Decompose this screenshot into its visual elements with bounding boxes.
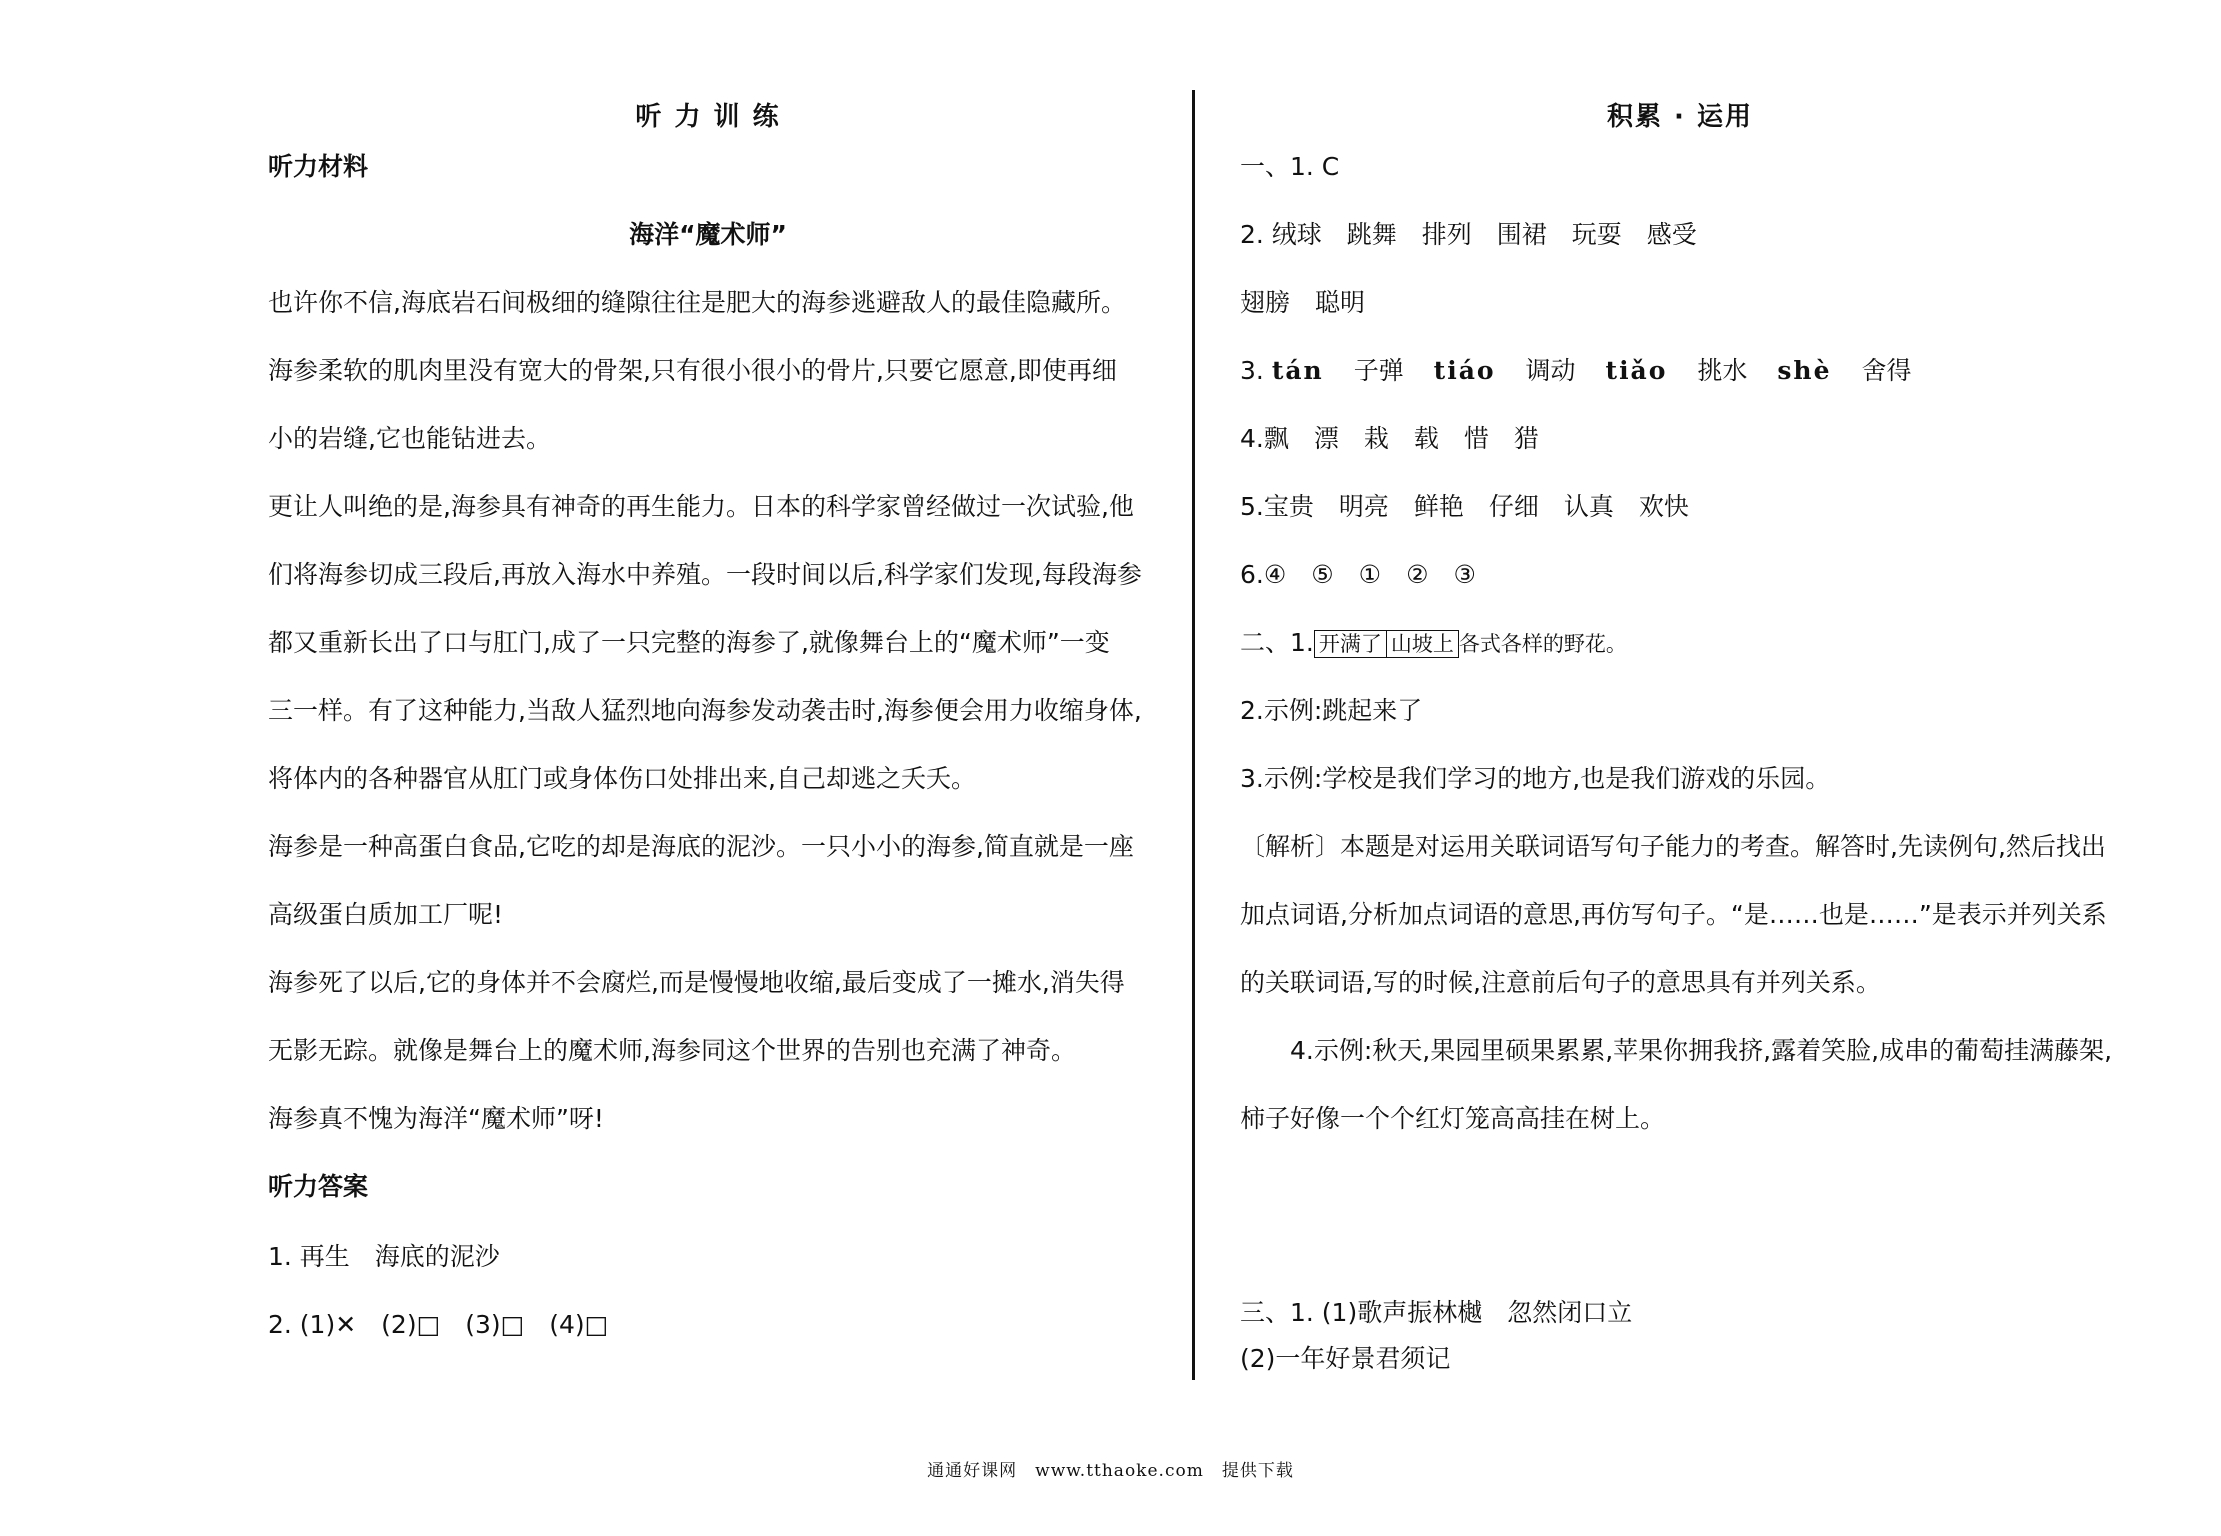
boxed-word: 开满了 xyxy=(1314,630,1387,658)
word: 调动 xyxy=(1525,356,1576,385)
word: 挑水 xyxy=(1697,356,1748,385)
paragraph-line: 无影无踪。就像是舞台上的魔术师,海参同这个世界的告别也充满了神奇。 xyxy=(268,1036,1076,1065)
q2-item-1-suffix: 各式各样的野花。 xyxy=(1458,632,1627,656)
column-divider xyxy=(1192,90,1195,1380)
q1-item-4: 4.飘 漂 栽 载 惜 猎 xyxy=(1240,424,1539,453)
q2-item-3: 3.示例:学校是我们学习的地方,也是我们游戏的乐园。 xyxy=(1240,764,1831,793)
q1-item-3 xyxy=(1240,354,1912,388)
q2-item-2: 2.示例:跳起来了 xyxy=(1240,696,1423,725)
paragraph-line: 高级蛋白质加工厂呢! xyxy=(268,900,504,929)
paragraph-line: 也许你不信,海底岩石间极细的缝隙往往是肥大的海参逃避敌人的最佳隐藏所。 xyxy=(268,288,1126,317)
analysis-line: 加点词语,分析加点词语的意思,再仿写句子。“是……也是……”是表示并列关系 xyxy=(1240,900,2107,929)
q3-item-1: 三、1. (1)歌声振林樾 忽然闭口立 xyxy=(1240,1298,1633,1327)
q1-item-5: 5.宝贵 明亮 鲜艳 仔细 认真 欢快 xyxy=(1240,492,1689,521)
pinyin: tán xyxy=(1271,356,1324,385)
q1-item-1: 一、1. C xyxy=(1240,152,1340,181)
paragraph-line: 将体内的各种器官从肛门或身体伤口处排出来,自己却逃之夭夭。 xyxy=(268,764,976,793)
q1-item-6: 6.④ ⑤ ① ② ③ xyxy=(1240,560,1476,589)
q2-item-1-prefix: 二、1. xyxy=(1240,628,1314,657)
analysis-line: 的关联词语,写的时候,注意前后句子的意思具有并列关系。 xyxy=(1240,968,1881,997)
paragraph-line: 海参是一种高蛋白食品,它吃的却是海底的泥沙。一只小小的海参,简直就是一座 xyxy=(268,832,1134,861)
paragraph-line: 海参柔软的肌肉里没有宽大的骨架,只有很小很小的骨片,只要它愿意,即使再细 xyxy=(268,356,1117,385)
pinyin: tiǎo xyxy=(1605,356,1668,385)
footer-credit: 通通好课网 www.tthaoke.com 提供下载 xyxy=(927,1461,1294,1481)
material-label: 听力材料 xyxy=(268,152,369,181)
answer-2: 2. (1)✕ (2)□ (3)□ (4)□ xyxy=(268,1310,609,1339)
q1-item-2a: 2. 绒球 跳舞 排列 围裙 玩耍 感受 xyxy=(1240,220,1697,249)
word: 舍得 xyxy=(1861,356,1912,385)
paragraph-line: 们将海参切成三段后,再放入海水中养殖。一段时间以后,科学家们发现,每段海参 xyxy=(268,560,1142,589)
q2-item-1 xyxy=(1240,626,1627,661)
pinyin: shè xyxy=(1777,356,1832,385)
word: 子弹 xyxy=(1353,356,1404,385)
paragraph-line: 海参真不愧为海洋“魔术师”呀! xyxy=(268,1104,604,1133)
q3-item-2: (2)一年好景君须记 xyxy=(1240,1344,1451,1373)
paragraph-line: 小的岩缝,它也能钻进去。 xyxy=(268,424,551,453)
answer-label: 听力答案 xyxy=(268,1172,369,1201)
q2-item-4b: 柿子好像一个个红灯笼高高挂在树上。 xyxy=(1240,1104,1666,1133)
paragraph-line: 三一样。有了这种能力,当敌人猛烈地向海参发动袭击时,海参便会用力收缩身体, xyxy=(268,696,1142,725)
q1-item-3-prefix: 3. xyxy=(1240,356,1264,385)
boxed-word: 山坡上 xyxy=(1387,630,1459,658)
paragraph-line: 海参死了以后,它的身体并不会腐烂,而是慢慢地收缩,最后变成了一摊水,消失得 xyxy=(268,968,1125,997)
left-section-title: 听 力 训 练 xyxy=(635,102,781,132)
right-section-title: 积累 · 运用 xyxy=(1607,102,1753,132)
paragraph-line: 都又重新长出了口与肛门,成了一只完整的海参了,就像舞台上的“魔术师”一变 xyxy=(268,628,1110,657)
analysis-line: 〔解析〕本题是对运用关联词语写句子能力的考查。解答时,先读例句,然后找出 xyxy=(1240,832,2106,861)
pinyin: tiáo xyxy=(1433,356,1496,385)
q1-item-2b: 翅膀 聪明 xyxy=(1240,288,1366,317)
answer-1: 1. 再生 海底的泥沙 xyxy=(268,1242,500,1271)
q2-item-4a: 4.示例:秋天,果园里硕果累累,苹果你拥我挤,露着笑脸,成串的葡萄挂满藤架, xyxy=(1290,1036,2113,1065)
paragraph-line: 更让人叫绝的是,海参具有神奇的再生能力。日本的科学家曾经做过一次试验,他 xyxy=(268,492,1134,521)
article-title: 海洋“魔术师” xyxy=(629,220,787,249)
